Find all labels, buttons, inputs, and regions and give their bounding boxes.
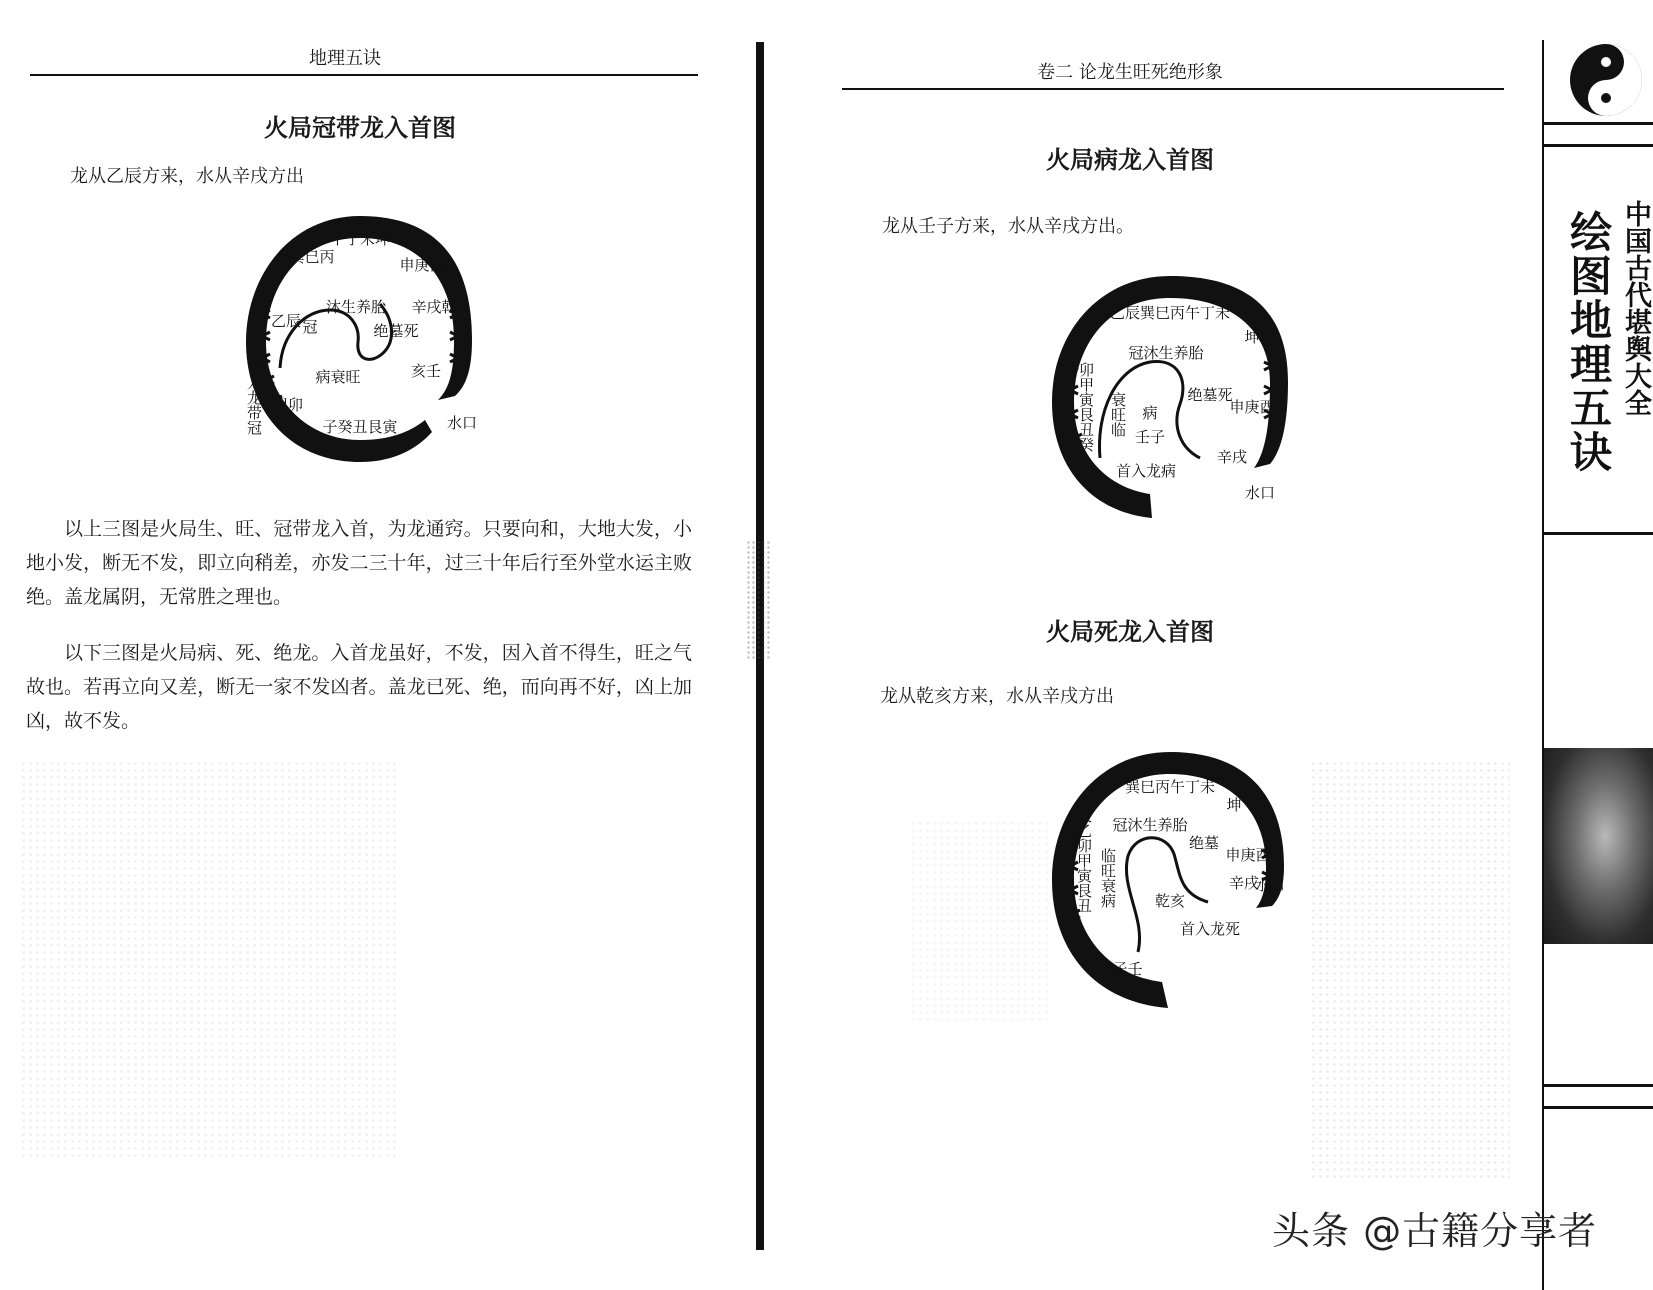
spine-series-title: 中国古代堪舆大全 [1620,200,1651,416]
right-figure2-inner-left: 临旺衰病 [1099,848,1117,908]
right-figure2-inner-top: 冠沐生养胎 [1112,816,1188,834]
right-figure1-center-top: 病 [1142,404,1158,422]
left-diagram-ring-bottom: 子癸丑艮寅 [322,418,398,436]
right-figure1-diagram [1020,262,1320,542]
right-figure1-ring-right3: 辛戌 [1216,448,1248,466]
right-figure2-caption: 龙从乾亥方来，水从辛戌方出 [880,686,1114,707]
gutter-speckle [746,540,772,660]
left-diagram-inner-left: 冠 [302,318,318,336]
right-figure1-inner-right: 绝墓死 [1187,386,1233,404]
left-page [0,0,752,1290]
right-figure2-title: 火局死龙入首图 [1046,618,1214,646]
right-figure2-diagram [1020,738,1320,1028]
right-figure1-inner-left: 衰旺临 [1109,392,1127,437]
left-diagram-ring-right: 申庚酉 [399,256,445,274]
left-diagram-ring-topleft: 巽巳丙 [289,248,335,266]
taiji-emblem [1568,42,1644,122]
right-figure2-ring-right: 坤 [1226,796,1242,814]
left-diagram-ring-right2: 辛戌乾 [411,298,457,316]
spine-band-5 [1544,1106,1653,1109]
right-figure1-caption: 龙从壬子方来，水从辛戌方出。 [882,216,1134,237]
left-diagram-water-mouth: 水口 [446,414,478,432]
right-header-rule [842,88,1504,90]
right-figure2-ring-right3: 辛戌 [1228,874,1260,892]
right-figure1-ring-right: 坤 [1244,328,1260,346]
left-diagram-ring-bottomleft: 甲卯 [272,396,304,414]
right-figure2-bottom-label: 首入龙死 [1179,920,1241,938]
right-figure2-ring-left: 辰乙卯甲寅艮丑 [1075,808,1093,913]
left-page-paper-speckle [20,760,400,1160]
left-diagram-ring-top: 午丁未坤 [329,230,391,248]
book-spine-strip [1542,40,1653,1290]
right-figure1-ring-left: 卯甲寅艮丑癸 [1077,362,1095,452]
left-header-rule [30,74,698,76]
left-figure-caption: 龙从乙辰方来，水从辛戌方出 [70,166,304,187]
left-diagram-inner-top: 沐生养胎 [325,298,387,316]
spine-title: 绘图地理五诀 [1564,210,1613,474]
right-figure1-ring-right2: 申庚酉 [1229,398,1275,416]
left-paragraph-1: 以上三图是火局生、旺、冠带龙入首，为龙通窍。只要向和，大地大发，小地小发，断无不发，即立向稍差，亦发二三十年，过三十年后行至外堂水运主败绝。盖龙属阴，无常胜之理也。 [26,518,692,608]
right-figure1-ring-top: 乙辰巽巳丙午丁未 [1109,304,1231,322]
right-running-header: 卷二 论龙生旺死绝形象 [1037,62,1223,83]
spine-band-2 [1544,144,1653,147]
right-figure1-water-mouth: 水口 [1244,484,1276,502]
left-diagram-entry-label: 乙辰 [270,312,302,330]
left-diagram-ring-right3: 亥壬 [410,362,442,380]
right-figure1-inner-top: 冠沐生养胎 [1128,344,1204,362]
left-diagram-inner-right: 绝墓死 [373,322,419,340]
left-diagram-left-label: 首入龙带冠 [245,360,263,435]
right-figure2-inner-right: 绝墓 [1188,834,1220,852]
right-page [770,0,1530,1290]
left-running-header: 地理五诀 [309,48,381,69]
right-figure2-ring-top: 巽巳丙午丁未 [1124,778,1216,796]
watermark: 头条 @古籍分享者 [1272,1209,1598,1253]
right-figure2-water-mouth: 水口 [1254,876,1286,894]
right-figure2-ring-right2: 申庚酉 [1225,846,1271,864]
right-figure1-center-bottom: 壬子 [1134,428,1166,446]
right-figure2-center-bottom: 乾亥 [1154,892,1186,910]
right-page-paper-speckle [1310,760,1510,1180]
right-figure1-bottom-label: 首入龙病 [1115,462,1177,480]
left-paragraph-2: 以下三图是火局病、死、绝龙。入首龙虽好，不发，因入首不得生，旺之气故也。若再立向又差，断无一家不发凶者。盖龙已死、绝，而向再不好，凶上加凶，故不发。 [26,642,692,732]
spine-band-3 [1544,532,1653,535]
right-figure1-title: 火局病龙入首图 [1046,146,1214,174]
spine-band-1 [1544,122,1653,125]
left-figure-title: 火局冠带龙入首图 [264,114,456,142]
right-figure2-ring-bottom: 癸子壬 [1097,960,1143,978]
spine-buddha-photo [1544,748,1653,944]
yin-yang-icon [1568,42,1644,118]
spine-band-4 [1544,1084,1653,1087]
left-diagram-inner-bottom: 病衰旺 [315,368,361,386]
left-feng-shui-diagram [210,200,510,490]
